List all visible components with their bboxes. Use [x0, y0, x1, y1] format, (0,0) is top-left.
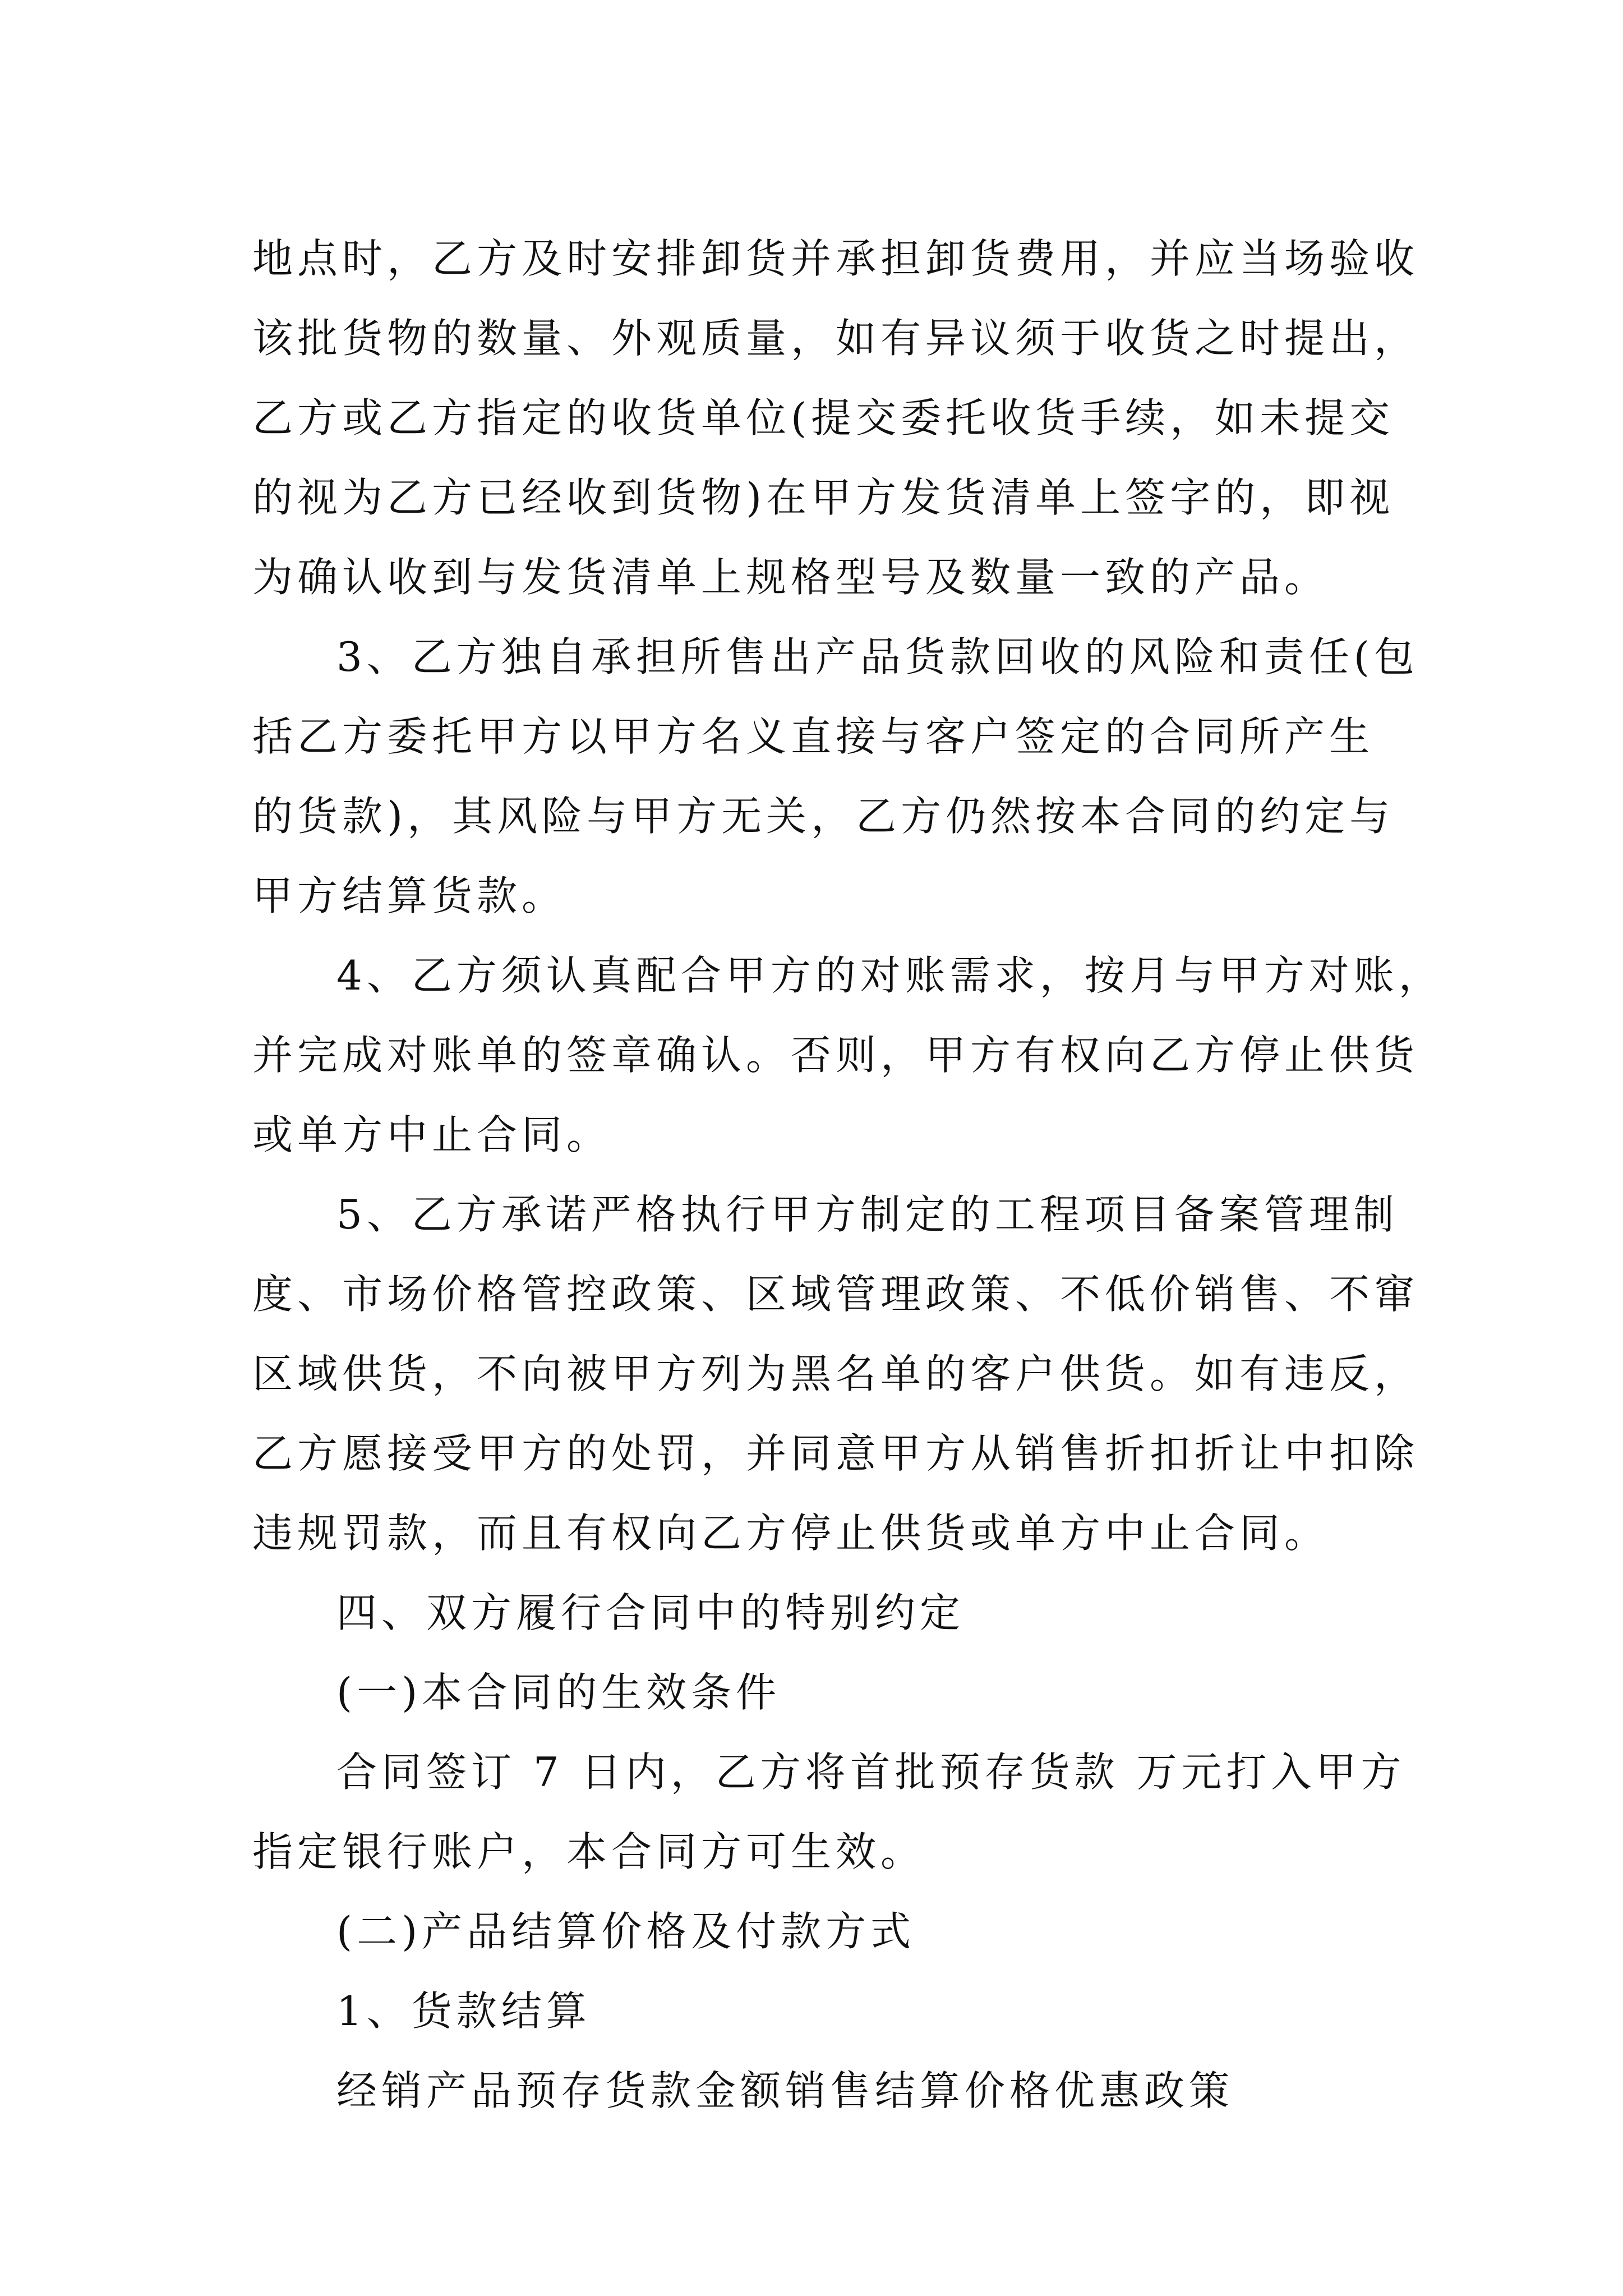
text-line: 指定银行账户，本合同方可生效。 [252, 1828, 926, 1875]
item-heading: 1、货款结算 [336, 1987, 591, 2035]
text-line: 3、乙方独自承担所售出产品货款回收的风险和责任(包 [336, 633, 1419, 680]
subsection-heading: (一)本合同的生效条件 [336, 1669, 781, 1716]
text-line: 乙方或乙方指定的收货单位(提交委托收货手续，如未提交 [252, 394, 1395, 441]
text-line: 乙方愿接受甲方的处罚，并同意甲方从销售折扣折让中扣除 [252, 1430, 1419, 1477]
text-line: 经销产品预存货款金额销售结算价格优惠政策 [336, 2067, 1234, 2114]
text-line: 或单方中止合同。 [252, 1111, 612, 1158]
text-line: 地点时，乙方及时安排卸货并承担卸货费用，并应当场验收 [252, 235, 1419, 282]
document-page [252, 219, 1447, 2131]
text-line: 并完成对账单的签章确认。否则，甲方有权向乙方停止供货 [252, 1032, 1419, 1079]
text-line: 合同签订 7 日内，乙方将首批预存货款 万元打入甲方 [336, 1749, 1406, 1796]
text-line: 度、市场价格管控政策、区域管理政策、不低价销售、不窜 [252, 1271, 1419, 1318]
text-line: 括乙方委托甲方以甲方名义直接与客户签定的合同所产生 [252, 713, 1375, 760]
text-line: 的货款)，其风险与甲方无关，乙方仍然按本合同的约定与 [252, 793, 1395, 840]
text-line: 该批货物的数量、外观质量，如有异议须于收货之时提出， [252, 315, 1419, 362]
text-line: 区域供货，不向被甲方列为黑名单的客户供货。如有违反， [252, 1350, 1419, 1397]
section-heading: 四、双方履行合同中的特别约定 [336, 1589, 965, 1636]
text-line: 为确认收到与发货清单上规格型号及数量一致的产品。 [252, 554, 1330, 601]
text-line: 的视为乙方已经收到货物)在甲方发货清单上签字的，即视 [252, 474, 1395, 521]
subsection-heading: (二)产品结算价格及付款方式 [336, 1908, 916, 1955]
text-line: 甲方结算货款。 [252, 872, 567, 919]
text-line: 5、乙方承诺严格执行甲方制定的工程项目备案管理制 [336, 1191, 1399, 1238]
text-line: 违规罚款，而且有权向乙方停止供货或单方中止合同。 [252, 1510, 1330, 1557]
text-line: 4、乙方须认真配合甲方的对账需求，按月与甲方对账， [336, 952, 1444, 999]
